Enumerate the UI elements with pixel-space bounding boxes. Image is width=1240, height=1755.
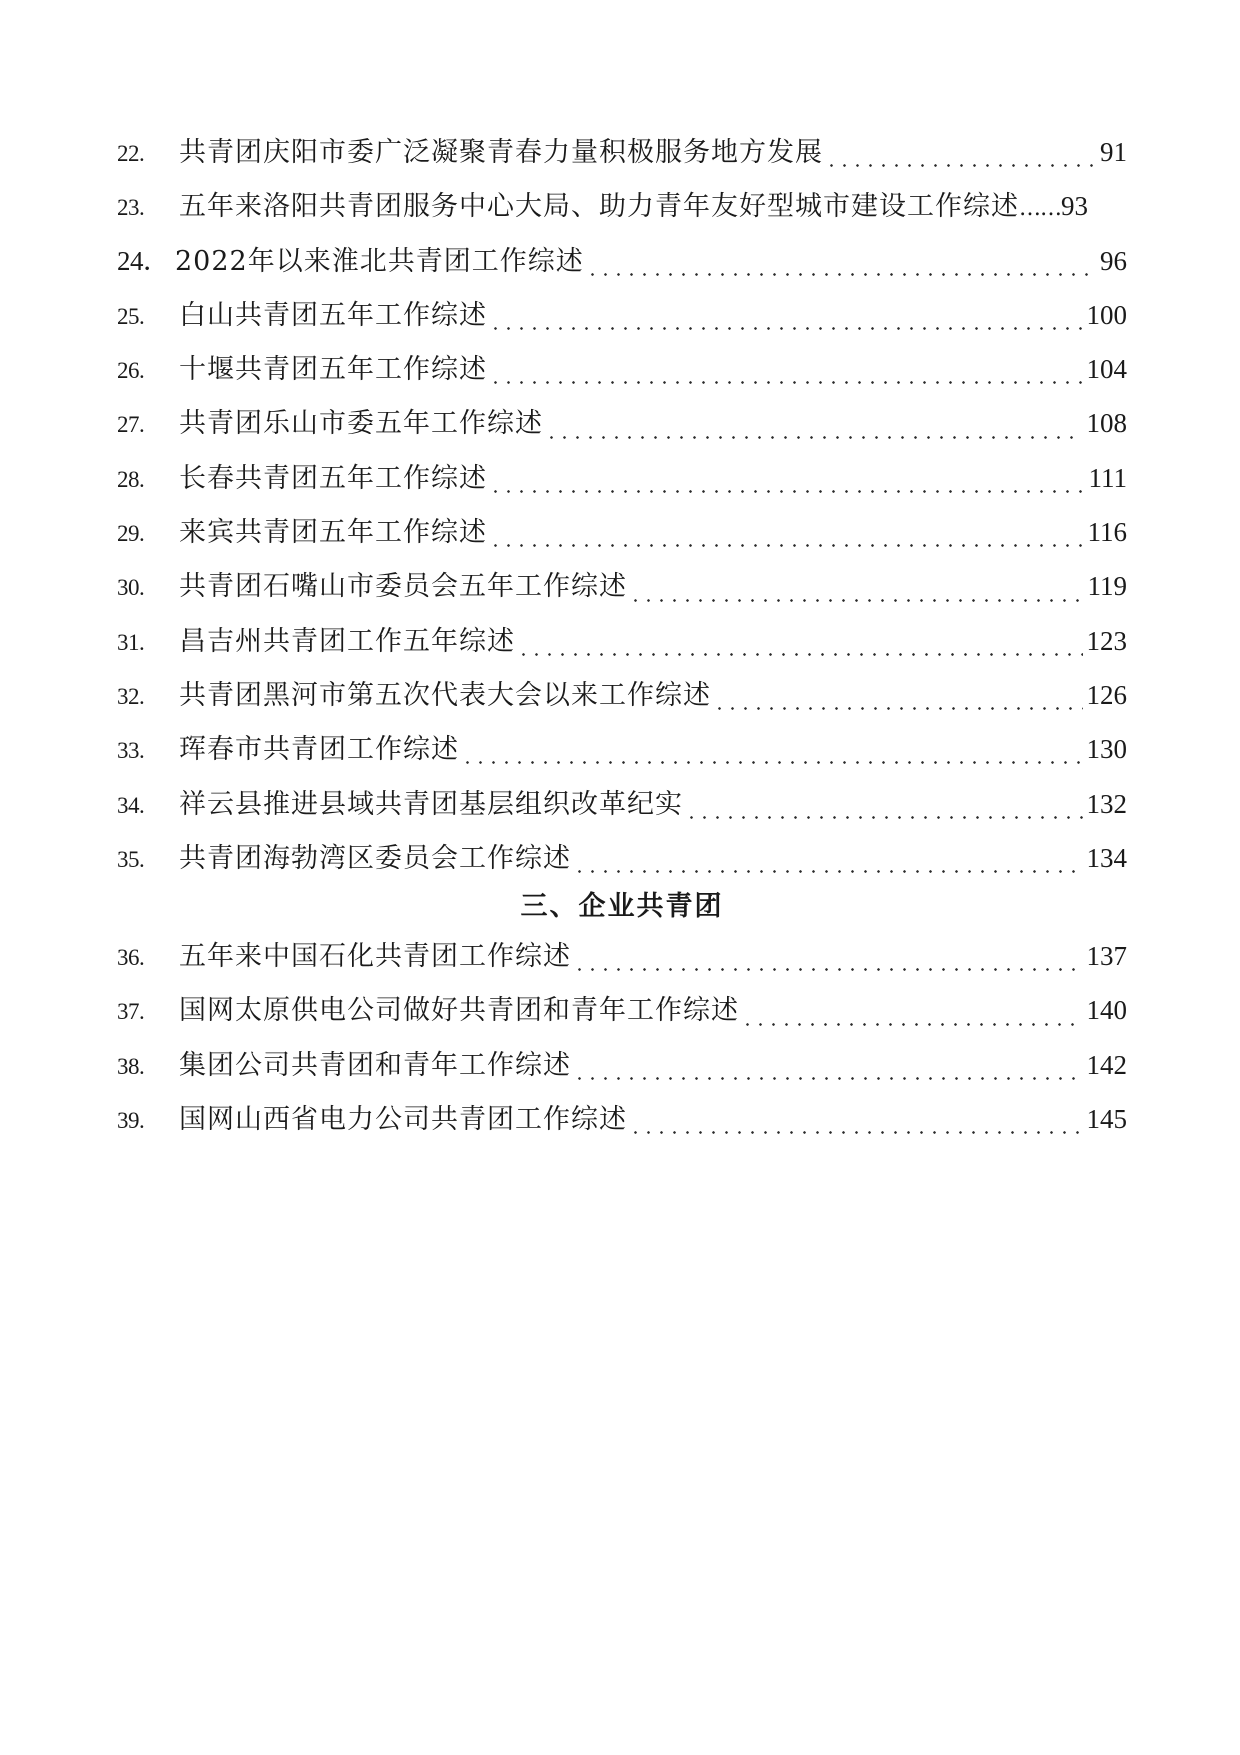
toc-entry-number: 36. — [117, 945, 145, 971]
toc-entry-number: 30. — [117, 575, 145, 601]
toc-entry-title: 来宾共青团五年工作综述 — [179, 517, 487, 549]
toc-entry-title: 国网山西省电力公司共青团工作综述 — [179, 1104, 627, 1136]
toc-entry-number: 25. — [117, 303, 145, 329]
toc-entry-title: 十堰共青团五年工作综述 — [179, 354, 487, 386]
toc-entry-22[interactable] — [117, 125, 1127, 179]
toc-entry-36[interactable] — [117, 929, 1127, 983]
toc-leader-dots — [489, 469, 1085, 499]
toc-entry-title: 国网太原供电公司做好共青团和青年工作综述 — [179, 995, 739, 1027]
toc-entry-number: 33. — [117, 738, 145, 764]
toc-leader-dots — [545, 415, 1083, 445]
toc-entry-number: 31. — [117, 629, 145, 655]
section-heading: 三、企业共青团 — [520, 891, 724, 923]
toc-entry-27[interactable] — [117, 396, 1127, 450]
toc-entry-page: 140 — [1086, 995, 1127, 1026]
toc-entry-31[interactable] — [117, 614, 1127, 668]
toc-entry-number: 22. — [117, 141, 145, 166]
toc-entry-32[interactable] — [117, 668, 1127, 722]
toc-entry-number: 23. — [117, 195, 145, 221]
toc-entry-number: 39. — [117, 1108, 145, 1134]
toc-entry-page: 119 — [1087, 571, 1127, 602]
toc-leader-dots — [825, 143, 1096, 173]
toc-entry-number: 27. — [117, 412, 145, 438]
toc-leader-dots — [586, 252, 1096, 282]
toc-entry-39[interactable] — [117, 1092, 1127, 1146]
toc-entry-page: 96 — [1100, 245, 1127, 276]
toc-entry-page: 132 — [1086, 788, 1127, 819]
toc-entry-page: 134 — [1086, 842, 1127, 873]
toc-entry-number: 24． — [117, 245, 170, 276]
toc-leader-dots — [573, 849, 1083, 879]
toc-entry-title: 共青团乐山市委五年工作综述 — [179, 408, 543, 440]
toc-entry-number: 37. — [117, 999, 145, 1025]
toc-entry-34[interactable] — [117, 777, 1127, 831]
toc-leader-ellipsis: …… — [1019, 196, 1061, 222]
table-of-contents — [117, 125, 1127, 1146]
toc-entry-title: 共青团黑河市第五次代表大会以来工作综述 — [179, 679, 711, 711]
toc-entry-page: 93 — [1061, 191, 1088, 222]
toc-entry-title: 珲春市共青团工作综述 — [179, 734, 459, 766]
toc-leader-dots — [713, 686, 1083, 716]
toc-entry-page: 116 — [1087, 517, 1127, 548]
toc-leader-dots — [489, 360, 1083, 390]
toc-entry-title: 2022年以来淮北共青团工作综述 — [175, 245, 584, 277]
toc-entry-page: 108 — [1086, 408, 1127, 439]
toc-leader-dots — [629, 578, 1084, 608]
toc-entry-24[interactable] — [117, 234, 1127, 288]
toc-entry-page: 91 — [1100, 137, 1127, 167]
toc-entry-title: 五年来洛阳共青团服务中心大局、助力青年友好型城市建设工作综述 — [179, 191, 1019, 223]
toc-leader-dots — [629, 1110, 1083, 1140]
toc-leader-dots — [573, 947, 1083, 977]
toc-leader-dots — [517, 632, 1083, 662]
toc-entry-page: 130 — [1086, 734, 1127, 765]
toc-entry-28[interactable] — [117, 451, 1127, 505]
toc-entry-page: 137 — [1086, 941, 1127, 972]
toc-entry-35[interactable] — [117, 831, 1127, 885]
toc-entry-title: 昌吉州共青团工作五年综述 — [179, 625, 515, 657]
toc-entry-number: 34. — [117, 792, 145, 818]
toc-entry-26[interactable] — [117, 342, 1127, 396]
toc-entry-title: 共青团石嘴山市委员会五年工作综述 — [179, 571, 627, 603]
toc-entry-title: 共青团海勃湾区委员会工作综述 — [179, 842, 571, 874]
toc-entry-number: 29. — [117, 521, 145, 547]
toc-entry-page: 104 — [1086, 354, 1127, 385]
toc-entry-number: 35. — [117, 846, 145, 872]
toc-leader-dots — [461, 740, 1083, 770]
toc-entry-page: 100 — [1086, 299, 1127, 330]
toc-entry-33[interactable] — [117, 722, 1127, 776]
toc-entry-number: 38. — [117, 1053, 145, 1079]
toc-entry-page: 111 — [1088, 462, 1127, 493]
toc-entry-title: 共青团庆阳市委广泛凝聚青春力量积极服务地方发展 — [179, 137, 823, 168]
toc-entry-page: 145 — [1086, 1104, 1127, 1135]
toc-entry-page: 142 — [1086, 1049, 1127, 1080]
toc-leader-dots — [741, 1002, 1083, 1032]
toc-entry-page: 126 — [1086, 679, 1127, 710]
toc-entry-number: 32. — [117, 683, 145, 709]
toc-entry-title: 祥云县推进县域共青团基层组织改革纪实 — [179, 788, 683, 820]
toc-entry-title: 白山共青团五年工作综述 — [179, 299, 487, 331]
toc-entry-number: 26. — [117, 358, 145, 384]
toc-entry-23[interactable] — [117, 179, 1127, 233]
toc-leader-dots — [573, 1056, 1083, 1086]
toc-leader-dots — [489, 306, 1083, 336]
toc-entry-38[interactable] — [117, 1038, 1127, 1092]
toc-entry-page: 123 — [1086, 625, 1127, 656]
toc-leader-dots — [489, 523, 1084, 553]
toc-entry-29[interactable] — [117, 505, 1127, 559]
toc-entry-title: 五年来中国石化共青团工作综述 — [179, 941, 571, 973]
toc-entry-number: 28. — [117, 466, 145, 492]
toc-entry-37[interactable] — [117, 983, 1127, 1037]
toc-entry-25[interactable] — [117, 288, 1127, 342]
toc-entry-title: 长春共青团五年工作综述 — [179, 462, 487, 494]
toc-entry-30[interactable] — [117, 559, 1127, 613]
toc-leader-dots — [685, 795, 1083, 825]
toc-entry-title: 集团公司共青团和青年工作综述 — [179, 1049, 571, 1081]
